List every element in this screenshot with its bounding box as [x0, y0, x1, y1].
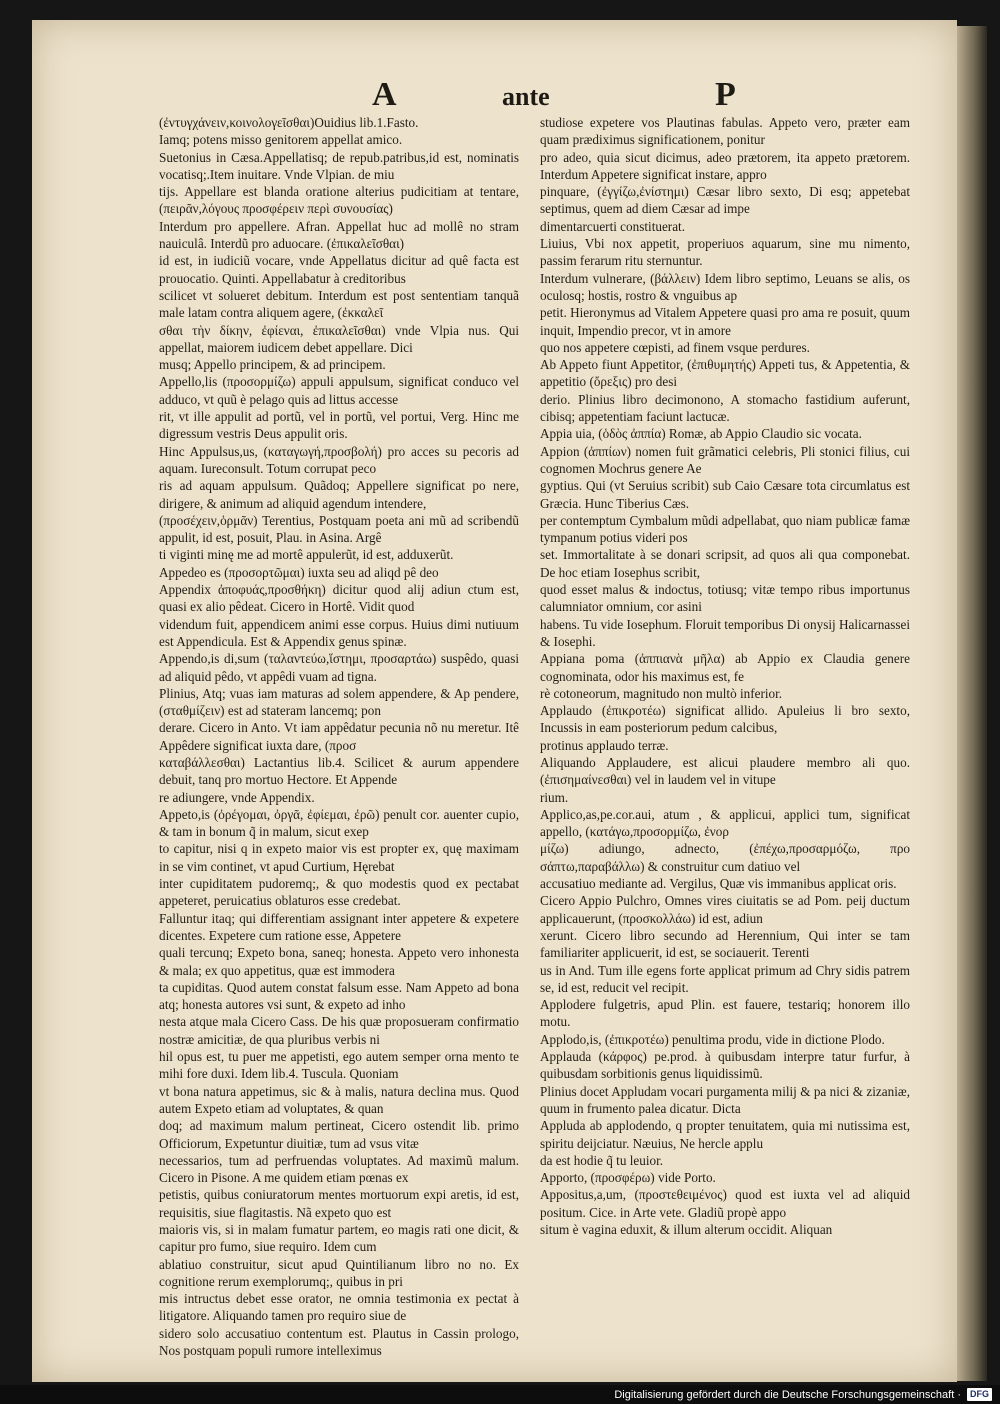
- text-line: rè cotoneorum, magnitudo non multò inferior.: [540, 685, 783, 701]
- text-line: Interdum pro appellere. Afran. Appellat huc ad mollê no stram nauiculâ. Interdũ pro aduocare. (ἐπικαλεῖσθαι): [159, 218, 519, 252]
- text-line: (προσέχειν,ὁρμᾶν) Terentius, Postquam poeta ani mũ ad scribendũ appulit, id est, posuit, Plau. in Asina. Argê: [159, 512, 519, 546]
- text-line: ris ad aquam appulsum. Quãdoq; Appellere significat po nere, dirigere, & animum ad aliquid agendum intendere,: [159, 478, 519, 511]
- text-line: Plinius docet Appludam vocari purgamenta milij & pa nici & zizaniæ, quum in frumento palea dicatur. Dicta: [540, 1083, 910, 1116]
- text-line: Aliquando Applaudere, est alicui plaudere membro ali quo. (ἐπισημαίνεσθαι) vel in laudem vel in vitupe: [540, 754, 910, 788]
- text-line: petit. Hieronymus ad Vitalem Appetere quasi pro ama re posuit, quum inquit, Impendio precor, vt in amore: [540, 305, 910, 338]
- text-line: quo nos appetere cœpisti, ad finem vsque perdures.: [540, 339, 810, 355]
- text-line: us in And. Tum ille egens forte applicat primum ad Chry sidis patrem se, id est, reducit vel recipit.: [540, 962, 910, 995]
- header-letter-left: A: [372, 76, 397, 113]
- text-line: Iamq; potens misso genitorem appellat amico.: [159, 132, 403, 148]
- text-line: Falluntur itaq; qui differentiam assignant inter appetere & expetere dicentes. Expetere cum ratione esse, Appetere: [159, 910, 519, 943]
- text-line: Appion (ἀππίων) nomen fuit grãmatici celebris, Pli stonici filius, cui cognomen Mochrus genere Ae: [540, 443, 910, 476]
- text-line: σθαι τὴν δίκην, ἐφίεναι, ἐπικαλεῖσθαι) vnde Vlpia nus. Qui appellat, maiorem iudicem debet appellare. Dici: [159, 322, 519, 355]
- text-line: id est, in iudiciũ vocare, vnde Appellatus dicitur ad quê facta est prouocatio. Quinti. Appellabatur à creditoribus: [159, 253, 519, 286]
- text-line: xerunt. Cicero libro secundo ad Herennium, Qui inter se tam familiariter applicuerit, id est, se sociauerit. Terenti: [540, 927, 910, 961]
- text-line: Apporto, (προσφέρω) vide Porto.: [540, 1170, 716, 1186]
- text-line: Applico,as,pe.cor.aui, atum , & applicui, applici tum, significat appello, (κατάγω,προσορμίζω, ἐνορ: [540, 806, 910, 840]
- text-line: inter cupiditatem pudoremq;, & quo modestis quod ex pectabat appeteret, peruicatius oblaturos esse credebat.: [159, 876, 519, 909]
- text-line: rium.: [540, 789, 569, 805]
- text-line: set. Immortalitate à se donari scripsit, ad quos ali qua componebat. De hoc etiam Iosephus scribit,: [540, 547, 910, 580]
- dfg-logo: DFG: [967, 1388, 992, 1401]
- text-line: Liuius, Vbi nox appetit, properiuos aquarum, sine mu nimento, passim ferarum ritu sternuntur.: [540, 236, 910, 269]
- text-line: Plinius, Atq; vuas iam maturas ad solem appendere, & Ap pendere, (σταθμίζειν) est ad stateram lancemq; pon: [159, 685, 519, 719]
- text-line: Cicero Appio Pulchro, Omnes vires ciuitatis se ad Pom. peij ductum applicauerunt, (προσκολλάω) id est, adiun: [540, 893, 910, 926]
- text-line: Appluda ab applodendo, q propter tenuitatem, quia mi nutissima est, spiritu deijciatur. Næuius, Ne hercle applu: [540, 1118, 910, 1151]
- text-line: petistis, quibus coniuratorum mentes mortuorum expi aretis, id est, requisitis, siue flagitastis. Nã expeto quo est: [159, 1187, 519, 1220]
- text-line: vt bona natura appetimus, sic & à malis, natura declina mus. Quod autem Expeto etiam ad voluptates, & quan: [159, 1083, 519, 1116]
- book-page: [32, 20, 957, 1382]
- footer-bar: [0, 1385, 1000, 1404]
- right-column: [540, 114, 910, 1238]
- text-line: necessarios, tum ad perfruendas voluptates. Ad maximũ malum. Cicero in Pisone. A me quidem etiam pœnas ex: [159, 1152, 519, 1186]
- text-line: derio. Plinius libro decimonono, A stomacho fastidium auferunt, cibisq; appetentiam faciunt lactucæ.: [540, 391, 910, 425]
- text-line: studiose expetere vos Plautinas fabulas. Appeto vero, præter eam quam prædiximus significationem, ponitur: [540, 115, 910, 148]
- text-line: sidero solo accusatiuo contentum est. Plautus in Cassin prologo, Nos postquam populi rumore intelleximus: [159, 1325, 519, 1359]
- text-line: μίζω) adiungo, adnecto, (ἐπέχω,προσαρμόζω, προ σάπτω,παραβάλλω) & construitur cum datiuo vel: [540, 841, 910, 874]
- text-line: Appedeo es (προσορτῶμαι) iuxta seu ad aliqd pê deo: [159, 564, 439, 580]
- text-line: Ab Appeto fiunt Appetitor, (ἐπιθυμητής) Appeti tus, & Appetentia, & appetitio (ὄρεξις) pro desi: [540, 357, 910, 390]
- text-line: doq; ad maximum malum pertineat, Cicero ostendit lib. primo Officiorum, Expetuntur diuitiæ, tum ad vsus vitæ: [159, 1118, 519, 1151]
- text-line: pinquare, (ἐγγίζω,ἐνίστημι) Cæsar libro sexto, Di esq; appetebat septimus, quem ad diem Cæsar ad impe: [540, 184, 910, 217]
- text-line: protinus applaudo terræ.: [540, 737, 669, 753]
- text-line: maioris vis, si in malam fumatur partem, eo magis rati one dicit, & capitur pro fumo, siue requiro. Idem cum: [159, 1222, 519, 1255]
- text-line: (ἐντυγχάνειν,κοινολογεῖσθαι)Ouidius lib.1.Fasto.: [159, 115, 419, 130]
- page-edge: [957, 26, 987, 1381]
- text-line: rit, vt ille appulit ad portũ, vel in portũ, vel portui, Verg. Hinc me digressum vestris Deus appulit oris.: [159, 409, 519, 442]
- text-line: ti viginti minę me ad mortê appulerũt, id est, adduxerũt.: [159, 547, 454, 563]
- text-line: Applodere fulgetris, apud Plin. est fauere, testariq; honorem illo motu.: [540, 997, 910, 1030]
- text-line: ablatiuo construitur, sicut apud Quintilianum libro no no. Ex cognitione rerum exemplorumq;, quibus in pri: [159, 1256, 519, 1289]
- text-line: Applauda (κάρφος) pe.prod. à quibusdam interpre tatur furfur, à quibusdam sorbitionis genus liquidissimũ.: [540, 1049, 910, 1082]
- text-line: καταβάλλεσθαι) Lactantius lib.4. Scilicet & aurum appendere debuit, tanq pro mortuo Hectore. Et Appende: [159, 754, 519, 788]
- text-line: Interdum vulnerare, (βάλλειν) Idem libro septimo, Leuans se alis, os oculosq; hostis, rostro & vnguibus ap: [540, 270, 910, 303]
- text-line: da est hodie q̃ tu leuior.: [540, 1152, 664, 1168]
- text-line: habens. Tu vide Iosephum. Floruit temporibus Di onysij Halicarnassei & Iosephi.: [540, 616, 910, 649]
- text-line: nesta atque mala Cicero Cass. De his quæ proposueram confirmatio nostræ amicitiæ, de qua pluribus verbis ni: [159, 1014, 519, 1047]
- text-line: derare. Cicero in Anto. Vt iam appêdatur pecunia nõ nu meretur. Itê Appêdere significat iuxta dare, (προσ: [159, 720, 519, 753]
- text-line: hil opus est, tu puer me appetisti, ego autem semper orna mento te mihi fore duxi. Idem lib.4. Tuscula. Quoniam: [159, 1049, 519, 1082]
- text-line: re adiungere, vnde Appendix.: [159, 789, 315, 805]
- text-line: Appia uia, (ὁδὸς ἀππία) Romæ, ab Appio Claudio sic vocata.: [540, 426, 862, 442]
- text-line: quali tercunq; Expeto bona, saneq; honesta. Appeto vero inhonesta & mala; ex quo appetitus, quæ est immodera: [159, 945, 519, 978]
- header-letter-right: P: [715, 76, 736, 113]
- text-line: per contemptum Cymbalum mũdi adpellabat, quo niam publicæ famæ tympanum potius videri pos: [540, 512, 910, 546]
- text-line: tijs. Appellare est blanda oratione alterius pudicitiam at tentare, (πειρᾶν,λόγους προσφέρειν περὶ συνουσίας): [159, 184, 519, 217]
- text-line: Appositus,a,um, (προστεθειμένος) quod est iuxta vel ad aliquid positum. Cice. in Arte vete. Gladiũ propè appo: [540, 1187, 910, 1220]
- text-line: Applodo,is, (ἐπικροτέω) penultima produ, vide in dictione Plodo.: [540, 1031, 885, 1047]
- text-line: to capitur, nisi q in expeto maior vis est propter ex, quę maximam in se vim continet, vt apud Curtium, Hęrebat: [159, 841, 519, 874]
- text-line: Appendix ἀποφυάς,προσθήκη) dicitur quod alij adiun ctum est, quasi ex alio pêdeat. Cicero in Hortê. Vidit quod: [159, 582, 519, 615]
- text-line: dimentarcuerti constituerat.: [540, 218, 686, 234]
- text-line: Applaudo (ἐπικροτέω) significat allido. Apuleius li bro sexto, Incussis in eam posteriorum pedum calcibus,: [540, 703, 910, 736]
- text-line: ta cupiditas. Quod autem constat falsum esse. Nam Appeto ad bona atq; honesta autores vsi sunt, & expeto ad inho: [159, 979, 519, 1013]
- text-line: accusatiuo mediante ad. Vergilus, Quæ vis immanibus applicat oris.: [540, 876, 897, 892]
- text-line: videndum fuit, appendicem animi esse corpus. Huius dimi nutiuum est Appendicula. Est & Appendix genus spinæ.: [159, 616, 519, 649]
- text-line: situm è vagina eduxit, & illum alterum occidit. Aliquan: [540, 1222, 833, 1237]
- text-line: gyptius. Qui (vt Seruius scribit) sub Caio Cæsare tota circumlatus est Græcia. Hunc Tiberius Cæs.: [540, 478, 910, 511]
- text-line: pro adeo, quia sicut dicimus, adeo prætorem, ita appeto prætorem. Interdum Appetere significat instare, appro: [540, 149, 910, 182]
- footer-credit: Digitalisierung gefördert durch die Deutsche Forschungsgemeinschaft ·: [614, 1388, 961, 1401]
- text-line: Appendo,is di,sum (ταλαντεύω,ἵστημι, προσαρτάω) suspêdo, quasi ad aliquid pêdo, vt appêdi vuam ad tigna.: [159, 651, 519, 684]
- text-line: Appeto,is (ὀρέγομαι, ὀργᾶ, ἐφίεμαι, ἐρῶ) penult cor. auenter cupio, & tam in bonum q̃ in malum, sicut exep: [159, 806, 519, 840]
- text-line: Appello,lis (προσορμίζω) appuli appulsum, significat conduco vel adduco, vt quũ è pelago quis ad littus accesse: [159, 374, 519, 407]
- text-line: quod esset malus & indoctus, totiusq; vitæ tempo ribus importunus calumniator omnium, cor asini: [540, 582, 910, 615]
- text-line: Hinc Appulsus,us, (καταγωγή,προσβολή) pro acces su pecoris ad aquam. Iureconsult. Totum corrupat peco: [159, 443, 519, 476]
- text-line: mis intructus debet esse orator, ne omnia testimonia ex pectat à litigatore. Aliquando tamen pro requiro siue de: [159, 1291, 519, 1324]
- text-line: Suetonius in Cæsa.Appellatisq; de repub.patribus,id est, nominatis vocatisq;.Item inuitare. Vnde Vlpian. de miu: [159, 149, 519, 182]
- text-line: scilicet vt solueret debitum. Interdum est post sententiam tanquã male latam contra aliquem agere, (ἐκκαλεῖ: [159, 287, 519, 321]
- left-column: [159, 114, 519, 1359]
- header-word: ante: [502, 82, 550, 111]
- text-line: musq; Appello principem, & ad principem.: [159, 357, 386, 373]
- text-line: Appiana poma (ἀππιανὰ μῆλα) ab Appio ex Claudia genere cognominata, odor his maximus est, fe: [540, 651, 910, 684]
